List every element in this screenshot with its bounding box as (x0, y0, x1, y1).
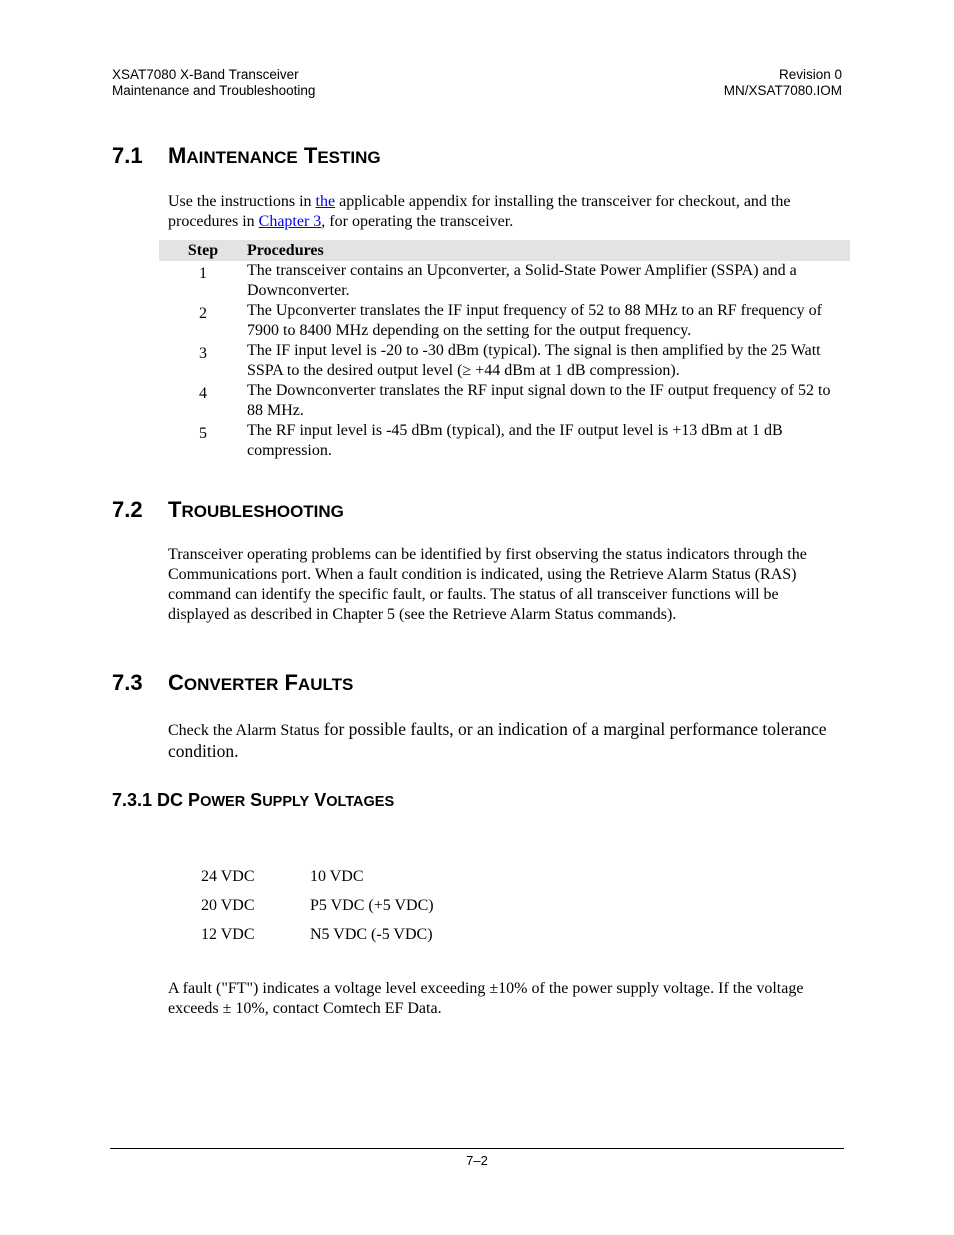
intro-text: Use the instructions in (168, 193, 316, 210)
body-text: Check the Alarm Status (168, 722, 320, 739)
header-revision: Revision 0 (778, 67, 842, 82)
section-number: 7.2 (112, 497, 143, 522)
fault-description-paragraph: A fault ("FT") indicates a voltage level exceeding ±10% of the power supply voltage. If the voltage exceeds ± 10%, contact Comtech EF Data. (168, 980, 804, 1017)
step-number: 5 (199, 425, 207, 442)
converter-faults-paragraph (168, 719, 838, 763)
voltage-value: 12 VDC (201, 925, 255, 943)
table-row (159, 421, 850, 461)
voltage-value: N5 VDC (-5 VDC) (310, 925, 433, 943)
heading-text: P (183, 790, 201, 810)
section-number: 7.3 (112, 670, 143, 695)
heading-text: ESTING (317, 148, 381, 167)
section-heading-7-2 (112, 488, 344, 525)
heading-text: S (245, 790, 263, 810)
heading-text: AINTENANCE (186, 148, 298, 167)
table-row (201, 920, 434, 949)
voltage-value: 24 VDC (201, 867, 255, 885)
table-header-row (159, 240, 850, 261)
step-text: The transceiver contains an Upconverter, a Solid-State Power Amplifier (SSPA) and a Downconverter. (247, 262, 797, 299)
column-header-procedures: Procedures (247, 240, 850, 261)
body-text: for possible faults, or an indication of a marginal performance tolerance condition. (168, 719, 827, 761)
voltage-value: 20 VDC (201, 896, 255, 914)
heading-text: T (168, 497, 182, 522)
procedures-table (159, 240, 850, 461)
section-heading-7-1 (112, 134, 381, 171)
step-text: The RF input level is -45 dBm (typical), and the IF output level is +13 dBm at 1 dB compression. (247, 422, 783, 459)
heading-text: T (297, 143, 318, 168)
voltage-value: P5 VDC (+5 VDC) (310, 896, 434, 914)
intro-text: , for operating the transceiver. (321, 213, 514, 230)
heading-text: OLTAGES (326, 794, 395, 810)
table-row (159, 341, 850, 381)
table-row (201, 891, 434, 920)
step-number: 4 (199, 385, 207, 402)
voltage-list (201, 862, 434, 949)
running-header-right (724, 67, 842, 99)
step-text: The Upconverter translates the IF input frequency of 52 to 88 MHz to an RF frequency of 7900 to 8400 MHz depending on the setting for the output frequency. (247, 302, 822, 339)
section-heading-7-3 (112, 661, 353, 698)
heading-text: ONVERTER (183, 675, 279, 694)
appendix-link[interactable]: the (315, 193, 336, 210)
heading-text: DC (152, 790, 184, 810)
voltage-value: 10 VDC (310, 867, 364, 885)
heading-text: ROUBLESHOOTING (181, 502, 344, 521)
step-text: The IF input level is -20 to -30 dBm (typical). The signal is then amplified by the 25 Watt SSPA to the desired output level (≥ +44 dBm at 1 dB compression). (247, 342, 821, 379)
heading-text: F (278, 670, 298, 695)
section-number: 7.1 (112, 143, 143, 168)
intro-text: applicable appendix for installing the transceiver for checkout, and the procedures in (168, 193, 791, 230)
step-number: 1 (199, 265, 207, 282)
table-row (159, 261, 850, 301)
header-document-title: XSAT7080 X-Band Transceiver (112, 67, 299, 82)
heading-text: M (168, 143, 187, 168)
maintenance-intro-paragraph (168, 192, 838, 232)
heading-text: C (168, 670, 184, 695)
heading-text: UPPLY (262, 794, 310, 810)
heading-text: OWER (200, 794, 246, 810)
header-chapter-title: Maintenance and Troubleshooting (112, 83, 316, 98)
table-row (201, 862, 434, 891)
page-number: 7–2 (466, 1153, 488, 1168)
column-header-step: Step (159, 240, 247, 261)
table-row (159, 381, 850, 421)
footer-divider (110, 1148, 844, 1149)
chapter-3-link[interactable]: Chapter 3 (258, 213, 322, 230)
heading-text: V (309, 790, 327, 810)
header-manual-number: MN/XSAT7080.IOM (723, 83, 842, 98)
table-row (159, 301, 850, 341)
step-text: The Downconverter translates the RF input signal down to the IF output frequency of 52 to 88 MHz. (247, 382, 831, 419)
heading-text: AULTS (297, 675, 354, 694)
step-number: 3 (199, 345, 207, 362)
running-header-left (112, 67, 315, 99)
subsection-heading-7-3-1 (112, 785, 394, 813)
step-number: 2 (199, 305, 207, 322)
troubleshooting-paragraph: Transceiver operating problems can be identified by first observing the status indicators through the Communications port. When a fault condition is indicated, using the Retrieve Alarm Status (RAS) command can identify the specific fault, or faults. The status of all transceiver functions will be displayed as described in Chapter 5 (see the Retrieve Alarm Status commands). (168, 546, 807, 623)
section-number: 7.3.1 (112, 790, 153, 810)
